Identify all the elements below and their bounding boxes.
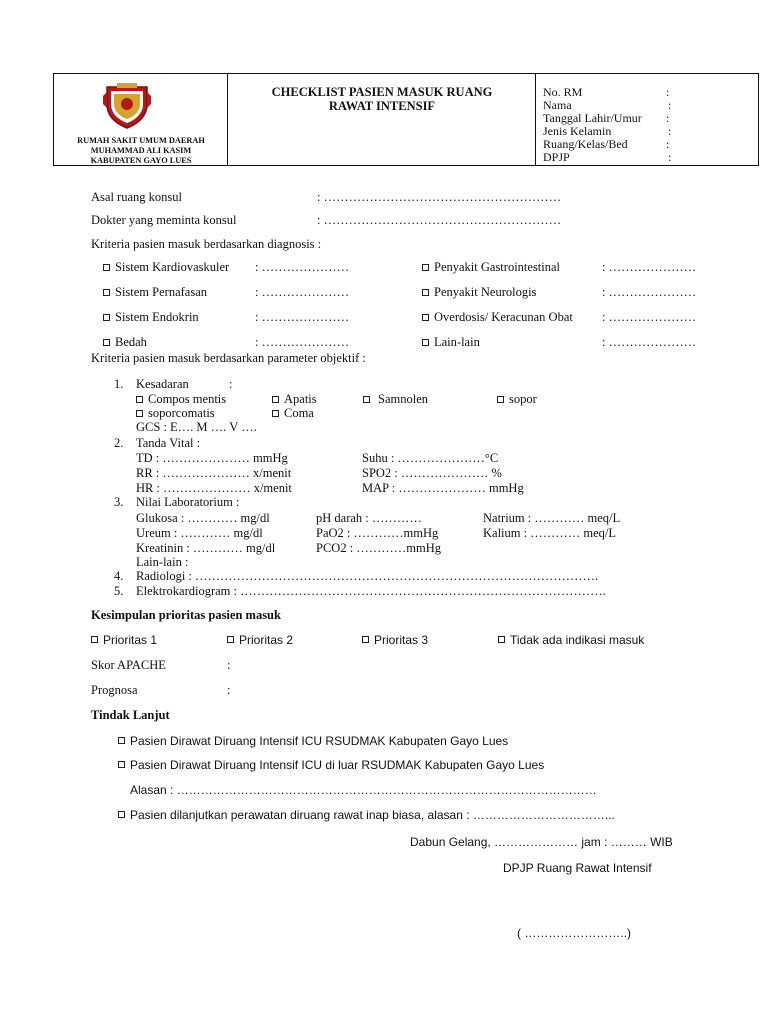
diag-dots[interactable]: : ………………… xyxy=(602,310,697,324)
diag-overdosis[interactable]: Overdosis/ Keracunan Obat xyxy=(422,310,573,325)
colon: : xyxy=(666,111,670,125)
prognosa-field[interactable]: : xyxy=(227,683,231,697)
checkbox-icon xyxy=(118,811,125,818)
kesadaran-label: Kesadaran xyxy=(136,377,189,391)
title-cell xyxy=(228,74,536,165)
opt-apatis[interactable]: Apatis xyxy=(272,392,317,407)
diag-dots[interactable]: : ………………… xyxy=(255,285,350,299)
signature-name-line[interactable]: ( ……………………..) xyxy=(517,926,631,940)
colon: : xyxy=(666,137,670,151)
opt-compos-mentis[interactable]: Compos mentis xyxy=(136,392,226,407)
opt-coma[interactable]: Coma xyxy=(272,406,314,421)
lab-label: Nilai Laboratorium : xyxy=(136,495,240,509)
diag-gastrointestinal[interactable]: Penyakit Gastrointestinal xyxy=(422,260,560,275)
checkbox-icon xyxy=(118,737,125,744)
list-number: 5. xyxy=(114,584,124,598)
spo2-field[interactable]: SPO2 : ………………… % xyxy=(362,466,502,480)
diag-endokrin[interactable]: Sistem Endokrin xyxy=(103,310,199,325)
field-jenis-kelamin: Jenis Kelamin xyxy=(543,124,612,138)
apache-label: Skor APACHE xyxy=(91,658,166,672)
diag-dots[interactable]: : ………………… xyxy=(602,335,697,349)
kalium-field[interactable]: Kalium : ………… meq/L xyxy=(483,526,616,540)
glukosa-field[interactable]: Glukosa : ………… mg/dl xyxy=(136,511,270,525)
checkbox-icon xyxy=(498,636,505,643)
checkbox-icon xyxy=(118,761,125,768)
field-no-rm: No. RM xyxy=(543,85,583,99)
hr-field[interactable]: HR : ………………… x/menit xyxy=(136,481,292,495)
list-number: 1. xyxy=(114,377,124,391)
field-nama: Nama xyxy=(543,98,572,112)
colon: : xyxy=(668,124,672,138)
checkbox-icon xyxy=(272,396,279,403)
rr-field[interactable]: RR : ………………… x/menit xyxy=(136,466,292,480)
tindak-option-1[interactable]: Pasien Dirawat Diruang Intensif ICU RSUDMAK Kabupaten Gayo Lues xyxy=(118,734,508,748)
signature-role: DPJP Ruang Rawat Intensif xyxy=(503,861,652,875)
field-dpjp: DPJP xyxy=(543,150,570,164)
list-number: 2. xyxy=(114,436,124,450)
checkbox-icon xyxy=(272,410,279,417)
checkbox-icon xyxy=(103,264,110,271)
place-date-field[interactable]: Dabun Gelang, ………………… jam : ……… WIB xyxy=(410,835,673,849)
map-field[interactable]: MAP : ………………… mmHg xyxy=(362,481,524,495)
tindak-lanjut-heading: Tindak Lanjut xyxy=(91,708,170,722)
document-title: CHECKLIST PASIEN MASUK RUANG RAWAT INTENSIF xyxy=(271,85,493,113)
diag-lain-lain[interactable]: Lain-lain xyxy=(422,335,480,350)
kreatinin-field[interactable]: Kreatinin : ………… mg/dl xyxy=(136,541,276,555)
field-ruang: Ruang/Kelas/Bed xyxy=(543,137,628,151)
field-tanggal-lahir: Tanggal Lahir/Umur xyxy=(543,111,642,125)
prognosa-label: Prognosa xyxy=(91,683,138,697)
checkbox-icon xyxy=(91,636,98,643)
parameter-heading: Kriteria pasien masuk berdasarkan parameter objektif : xyxy=(91,351,366,365)
checkbox-icon xyxy=(363,396,370,403)
opt-sopor[interactable]: sopor xyxy=(497,392,537,407)
list-number: 4. xyxy=(114,569,124,583)
patient-info-cell xyxy=(536,74,758,165)
dokter-konsul-label: Dokter yang meminta konsul xyxy=(91,213,237,227)
prioritas-1[interactable]: Prioritas 1 xyxy=(91,633,157,647)
colon: : xyxy=(668,150,672,164)
checkbox-icon xyxy=(103,289,110,296)
diag-kardiovaskuler[interactable]: Sistem Kardiovaskuler xyxy=(103,260,229,275)
checkbox-icon xyxy=(497,396,504,403)
kesimpulan-heading: Kesimpulan prioritas pasien masuk xyxy=(91,608,281,622)
ph-field[interactable]: pH darah : ………… xyxy=(316,511,422,525)
colon: : xyxy=(229,377,233,391)
natrium-field[interactable]: Natrium : ………… meq/L xyxy=(483,511,621,525)
tindak-option-2[interactable]: Pasien Dirawat Diruang Intensif ICU di luar RSUDMAK Kabupaten Gayo Lues xyxy=(118,758,544,772)
asal-ruang-field[interactable]: : ………………………………………………… xyxy=(317,190,562,204)
diag-dots[interactable]: : ………………… xyxy=(255,310,350,324)
gcs-field[interactable]: GCS : E…. M …. V …. xyxy=(136,420,257,434)
checkbox-icon xyxy=(227,636,234,643)
ureum-field[interactable]: Ureum : ………… mg/dl xyxy=(136,526,263,540)
tanda-vital-label: Tanda Vital : xyxy=(136,436,201,450)
opt-samnolen[interactable]: Samnolen xyxy=(363,392,428,407)
checkbox-icon xyxy=(422,264,429,271)
apache-field[interactable]: : xyxy=(227,658,231,672)
opt-soporcomatis[interactable]: soporcomatis xyxy=(136,406,215,421)
hospital-name: RUMAH SAKIT UMUM DAERAH MUHAMMAD ALI KASIM KABUPATEN GAYO LUES xyxy=(77,136,205,165)
tindak-option-3[interactable]: Pasien dilanjutkan perawatan diruang rawat inap biasa, alasan : ……………………………... xyxy=(118,808,615,822)
checkbox-icon xyxy=(136,410,143,417)
list-number: 3. xyxy=(114,495,124,509)
diag-pernafasan[interactable]: Sistem Pernafasan xyxy=(103,285,207,300)
radiologi-field[interactable]: Radiologi : ……………………………………………………………………………………. xyxy=(136,569,599,583)
pao2-field[interactable]: PaO2 : …………mmHg xyxy=(316,526,439,540)
pco2-field[interactable]: PCO2 : …………mmHg xyxy=(316,541,442,555)
td-field[interactable]: TD : ………………… mmHg xyxy=(136,451,288,465)
colon: : xyxy=(668,98,672,112)
checkbox-icon xyxy=(422,314,429,321)
prioritas-3[interactable]: Prioritas 3 xyxy=(362,633,428,647)
checkbox-icon xyxy=(103,339,110,346)
diag-dots[interactable]: : ………………… xyxy=(602,285,697,299)
checkbox-icon xyxy=(422,339,429,346)
diagnosis-heading: Kriteria pasien masuk berdasarkan diagnosis : xyxy=(91,237,322,251)
ekg-field[interactable]: Elektrokardiogram : ……………………………………………………………………………. xyxy=(136,584,606,598)
header-table xyxy=(53,73,759,166)
lab-lain-field[interactable]: Lain-lain : xyxy=(136,555,189,569)
suhu-field[interactable]: Suhu : …………………°C xyxy=(362,451,499,465)
asal-ruang-label: Asal ruang konsul xyxy=(91,190,182,204)
checkbox-icon xyxy=(103,314,110,321)
diag-neurologis[interactable]: Penyakit Neurologis xyxy=(422,285,536,300)
checkbox-icon xyxy=(362,636,369,643)
alasan-field[interactable]: Alasan : …………………………………………………………………………………………… xyxy=(130,783,597,797)
diag-dots[interactable]: : ………………… xyxy=(255,335,350,349)
checkbox-icon xyxy=(136,396,143,403)
hospital-logo-icon xyxy=(101,82,153,130)
colon: : xyxy=(666,85,670,99)
diag-dots[interactable]: : ………………… xyxy=(602,260,697,274)
tidak-ada-indikasi[interactable]: Tidak ada indikasi masuk xyxy=(498,633,644,647)
diag-bedah[interactable]: Bedah xyxy=(103,335,147,350)
dokter-konsul-field[interactable]: : ………………………………………………… xyxy=(317,213,562,227)
checkbox-icon xyxy=(422,289,429,296)
logo-cell xyxy=(54,74,228,165)
diag-dots[interactable]: : ………………… xyxy=(255,260,350,274)
prioritas-2[interactable]: Prioritas 2 xyxy=(227,633,293,647)
